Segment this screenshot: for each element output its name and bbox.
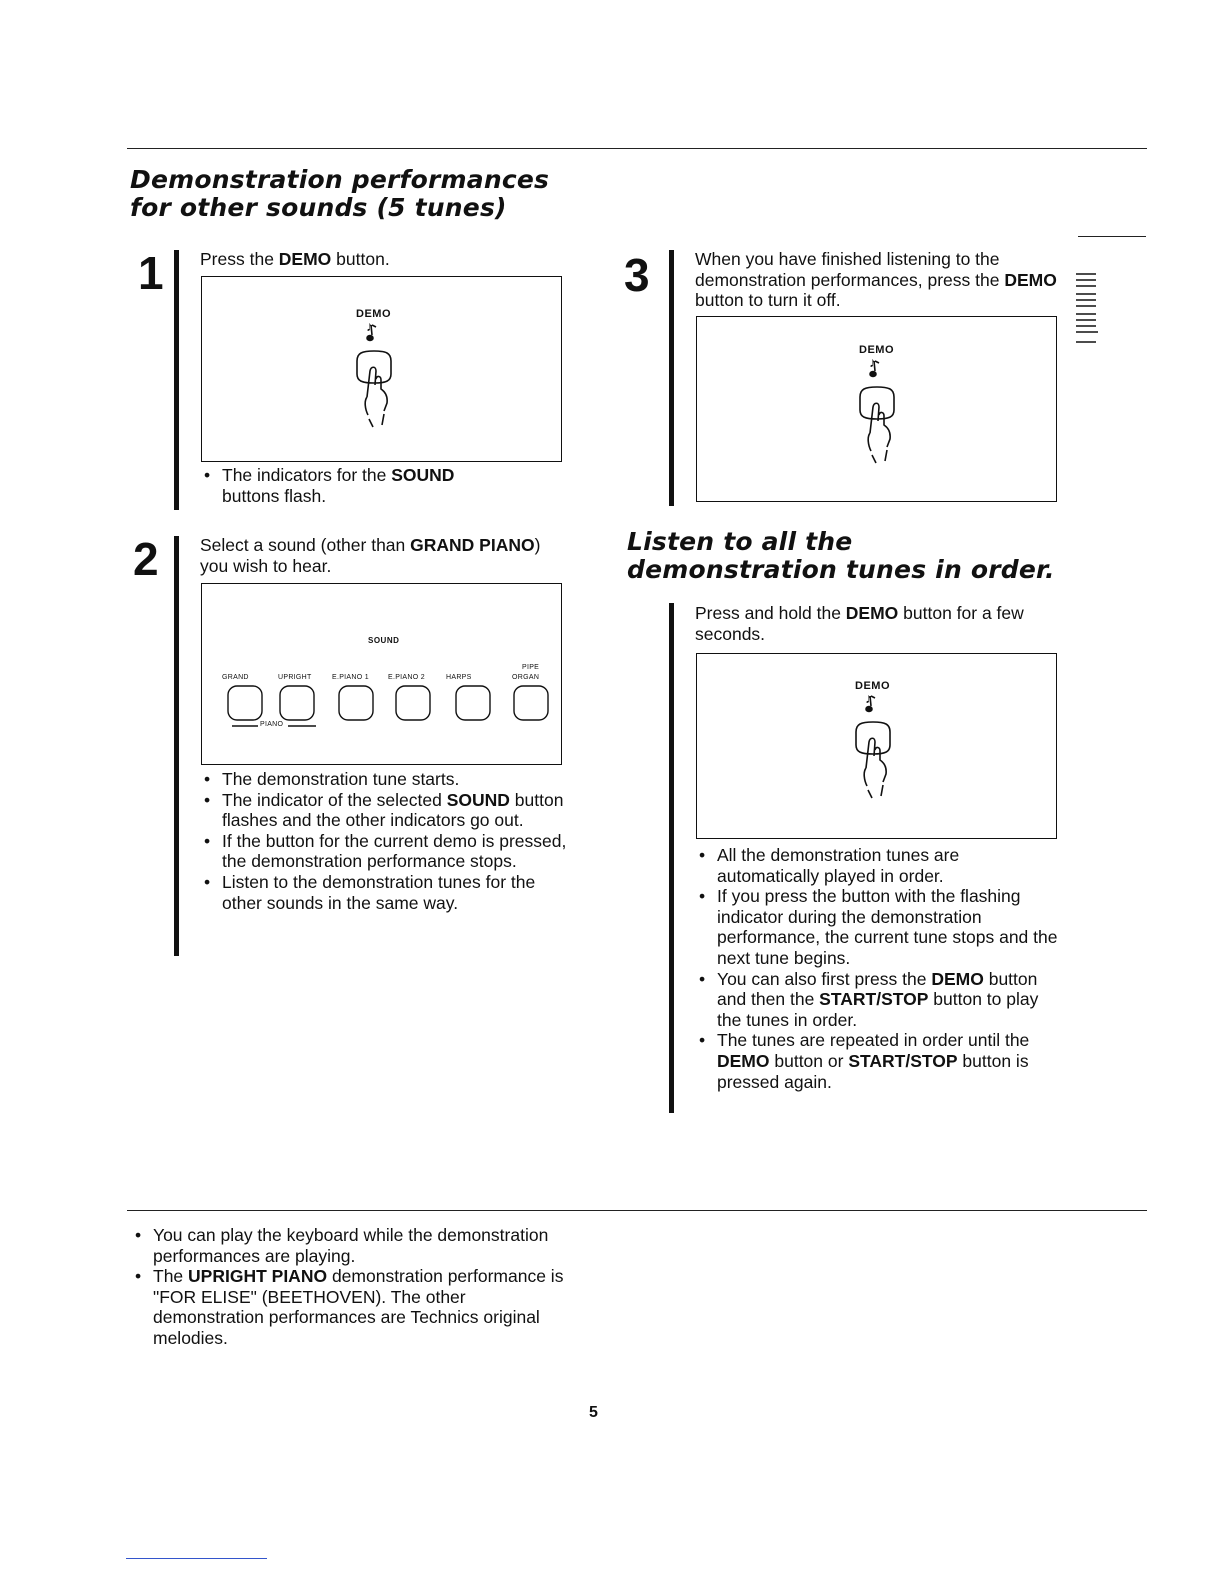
sound-btn-label-3: E.PIANO 1: [332, 674, 369, 681]
sound-btn-label-4: E.PIANO 2: [388, 674, 425, 681]
list-item: • The tunes are repeated in order until the DEMO button or START/STOP button is pressed again.: [695, 1030, 1060, 1092]
listen-all-title-line1: Listen to all the: [627, 527, 853, 556]
list-item: • If the button for the current demo is pressed, the demonstration performance stops.: [200, 831, 570, 872]
step3-number: 3: [624, 249, 650, 301]
sound-button-icon: [280, 686, 314, 720]
list-item: • You can play the keyboard while the demonstration performances are playing.: [131, 1225, 571, 1266]
listen-all-title: [627, 528, 1055, 584]
music-note-icon: ♪: [869, 354, 876, 370]
step3-demo-illustration: [696, 316, 1057, 502]
music-note-icon: ♪: [366, 318, 373, 334]
bottom-rule: [127, 1210, 1147, 1211]
listen-all-demo-illustration: [696, 653, 1057, 839]
listen-all-instruction: Press and hold the DEMO button for a few seconds.: [695, 603, 1024, 644]
sound-button-icon: [456, 686, 490, 720]
sound-button-icon: [396, 686, 430, 720]
finger-press-icon: [340, 319, 410, 439]
list-item: • You can also first press the DEMO button and then the START/STOP button to play the tunes in order.: [695, 969, 1060, 1031]
step2-bar: [174, 536, 179, 956]
sound-button-icon: [339, 686, 373, 720]
step2-instruction: Select a sound (other than GRAND PIANO) you wish to hear.: [200, 535, 541, 576]
step2-sound-illustration: [201, 583, 562, 765]
list-item: • The indicator of the selected SOUND button flashes and the other indicators go out.: [200, 790, 570, 831]
list-item: • The indicators for the SOUND buttons flash.: [200, 465, 580, 506]
list-item: • The UPRIGHT PIANO demonstration performance is "FOR ELISE" (BEETHOVEN). The other demonstration performances are Technics original melodies.: [131, 1266, 571, 1348]
notes: [131, 1225, 571, 1349]
side-tab-marks: [1074, 270, 1104, 350]
step1-demo-illustration: [201, 276, 562, 462]
sound-btn-label-6: ORGAN: [512, 674, 540, 681]
listen-all-bar: [669, 603, 674, 1113]
page-title: [130, 166, 549, 222]
demo-label: DEMO: [356, 308, 391, 320]
listen-all-title-line2: demonstration tunes in order.: [627, 555, 1055, 584]
sound-btn-label-2: UPRIGHT: [278, 674, 312, 681]
finger-press-icon: [839, 690, 909, 810]
sound-button-icon: [228, 686, 262, 720]
step3-bar: [669, 250, 674, 506]
list-item: • The demonstration tune starts.: [200, 769, 570, 790]
footer-line: [126, 1558, 267, 1559]
page-title-line2: for other sounds (5 tunes): [130, 193, 507, 222]
sound-btn-label-5: HARPS: [446, 674, 472, 681]
finger-press-icon: [843, 355, 913, 475]
step1-bar: [174, 250, 179, 510]
step1-instruction: Press the DEMO button.: [200, 249, 390, 269]
step1-number: 1: [138, 247, 164, 299]
step1-bullets: [200, 465, 580, 506]
music-note-icon: ♪: [865, 690, 872, 706]
listen-all-bullets: [695, 845, 1060, 1092]
list-item: • If you press the button with the flashing indicator during the demonstration performance, the current tune stops and the next tune begins.: [695, 886, 1060, 968]
sound-btn-label-1: GRAND: [222, 674, 249, 681]
sound-button-icon: [514, 686, 548, 720]
side-rule: [1078, 236, 1146, 237]
sound-label: SOUND: [368, 636, 400, 645]
page-number: 5: [589, 1404, 598, 1421]
pipe-label: PIPE: [522, 664, 540, 671]
step2-number: 2: [133, 533, 159, 585]
piano-label: PIANO: [260, 721, 284, 728]
top-rule: [127, 148, 1147, 149]
list-item: • All the demonstration tunes are automatically played in order.: [695, 845, 1060, 886]
page-title-line1: Demonstration performances: [130, 165, 550, 194]
step3-instruction: When you have finished listening to the demonstration performances, press the DEMO button to turn it off.: [695, 249, 1057, 310]
demo-label: DEMO: [855, 680, 890, 692]
demo-label: DEMO: [859, 344, 894, 356]
list-item: • Listen to the demonstration tunes for the other sounds in the same way.: [200, 872, 570, 913]
step2-bullets: [200, 769, 570, 913]
